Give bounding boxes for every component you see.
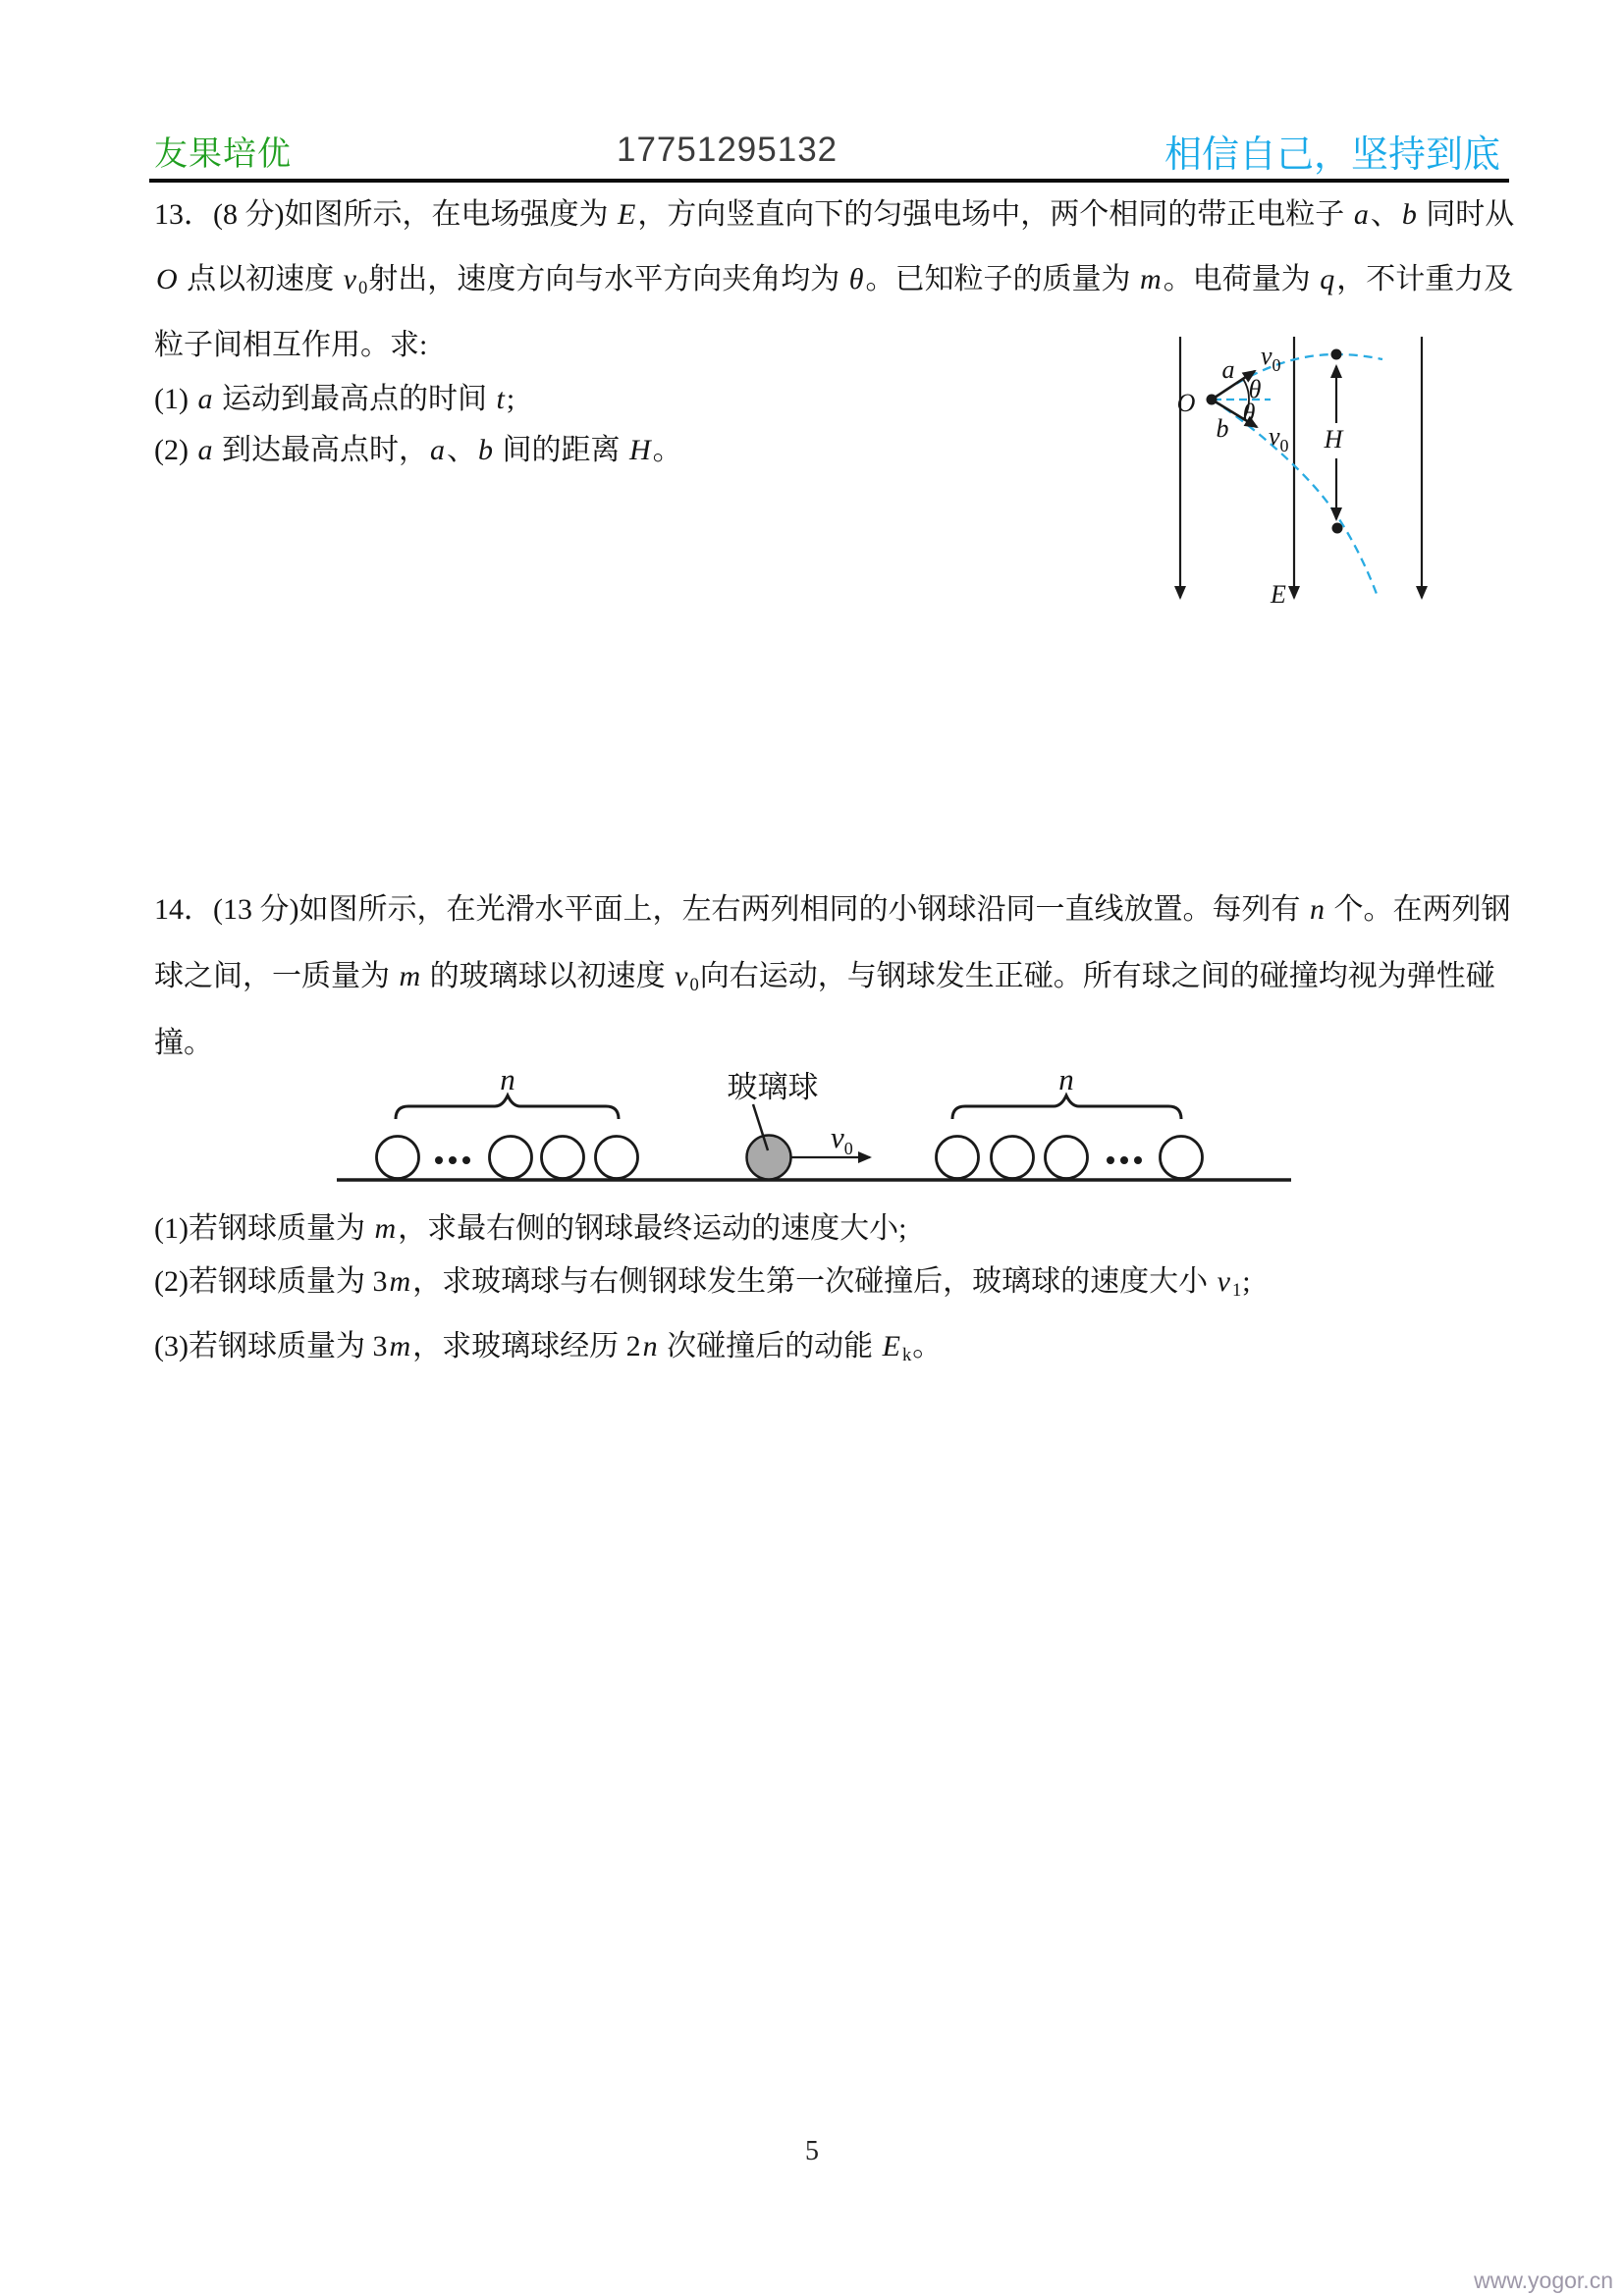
header-phone-number: 17751295132 — [617, 131, 839, 169]
q13-subquestion-2: (2) a 到达最高点时，a、b 间的距离 H。 — [154, 434, 682, 466]
right-brace — [952, 1095, 1181, 1119]
label-E: E — [1271, 580, 1286, 609]
label-glass-ball: 玻璃球 — [727, 1070, 819, 1104]
diagram-labels — [1177, 342, 1344, 609]
label-a: a — [1221, 355, 1235, 384]
label-n-left: n — [500, 1066, 515, 1096]
steel-ball — [1161, 1137, 1203, 1179]
steel-ball — [937, 1137, 979, 1179]
steel-ball — [992, 1137, 1034, 1179]
label-v0-upper: $v_0$ — [1261, 342, 1281, 375]
trajectory-a-curve — [1212, 354, 1382, 400]
apex-point-dot — [1331, 349, 1342, 360]
steel-ball — [1046, 1137, 1088, 1179]
watermark-url: www.yogor.cn — [1474, 2268, 1613, 2293]
q13-paragraph-line-2: O 点以初速度 v $_0$射出，速度方向与水平方向夹角均为 θ。已知粒子的质量为 m。电荷量为 q，不计重力及 — [156, 263, 1514, 299]
q13-paragraph-line-1: 13．(8 分)如图所示，在电场强度为 E，方向竖直向下的匀强电场中，两个相同的带正电粒子 a、b 同时从 — [154, 198, 1515, 231]
field-line-arrows — [1180, 337, 1422, 598]
label-theta-upper: θ — [1248, 375, 1262, 403]
q14-subquestion-3: (3)若钢球质量为 3m，求玻璃球经历 2n 次碰撞后的动能 E $_k$。 — [154, 1330, 943, 1366]
brand-logo-text: 友果培优 — [154, 135, 292, 173]
label-v0-lower: $v_0$ — [1269, 422, 1289, 455]
steel-balls-right-group — [937, 1137, 1203, 1179]
q13-subquestion-1: (1) a 运动到最高点的时间 t; — [154, 383, 515, 415]
q13-electric-field-diagram — [1159, 327, 1445, 614]
steel-ball — [490, 1137, 532, 1179]
ellipsis-dots-right — [1107, 1156, 1142, 1164]
steel-ball — [377, 1137, 419, 1179]
particle-trajectories — [1212, 354, 1382, 594]
point-O-dot — [1207, 395, 1218, 405]
header-divider-line — [149, 179, 1509, 183]
steel-ball — [542, 1137, 584, 1179]
left-brace — [396, 1095, 619, 1119]
label-b: b — [1216, 414, 1229, 443]
q13-paragraph-line-3: 粒子间相互作用。求: — [154, 329, 428, 361]
steel-balls-left-group — [377, 1137, 638, 1179]
q14-subquestion-2: (2)若钢球质量为 3m，求玻璃球与右侧钢球发生第一次碰撞后，玻璃球的速度大小 v $_1$; — [154, 1265, 1251, 1302]
label-theta-lower: θ — [1242, 399, 1256, 427]
steel-ball — [596, 1137, 638, 1179]
ellipsis-dots-left — [435, 1156, 470, 1164]
q14-subquestion-1: (1)若钢球质量为 m，求最右侧的钢球最终运动的速度大小; — [154, 1212, 907, 1245]
q14-collision-diagram — [324, 1066, 1306, 1194]
header-slogan: 相信自己，坚持到底 — [1164, 134, 1500, 176]
q14-paragraph-line-2: 球之间，一质量为 m 的玻璃球以初速度 v $_0$向右运动，与钢球发生正碰。所有球之间的碰撞均视为弹性碰 — [154, 960, 1495, 996]
label-v0: $v_0$ — [831, 1120, 853, 1158]
page-number: 5 — [805, 2136, 819, 2166]
label-H: H — [1324, 425, 1343, 454]
glass-ball — [747, 1136, 791, 1180]
q14-paragraph-line-3: 撞。 — [154, 1027, 213, 1059]
label-n-right: n — [1058, 1066, 1074, 1096]
lower-point-dot — [1332, 523, 1343, 534]
q14-paragraph-line-1: 14．(13 分)如图所示，在光滑水平面上，左右两列相同的小钢球沿同一直线放置。每列有 n 个。在两列钢 — [154, 893, 1511, 926]
label-O: O — [1176, 389, 1196, 417]
